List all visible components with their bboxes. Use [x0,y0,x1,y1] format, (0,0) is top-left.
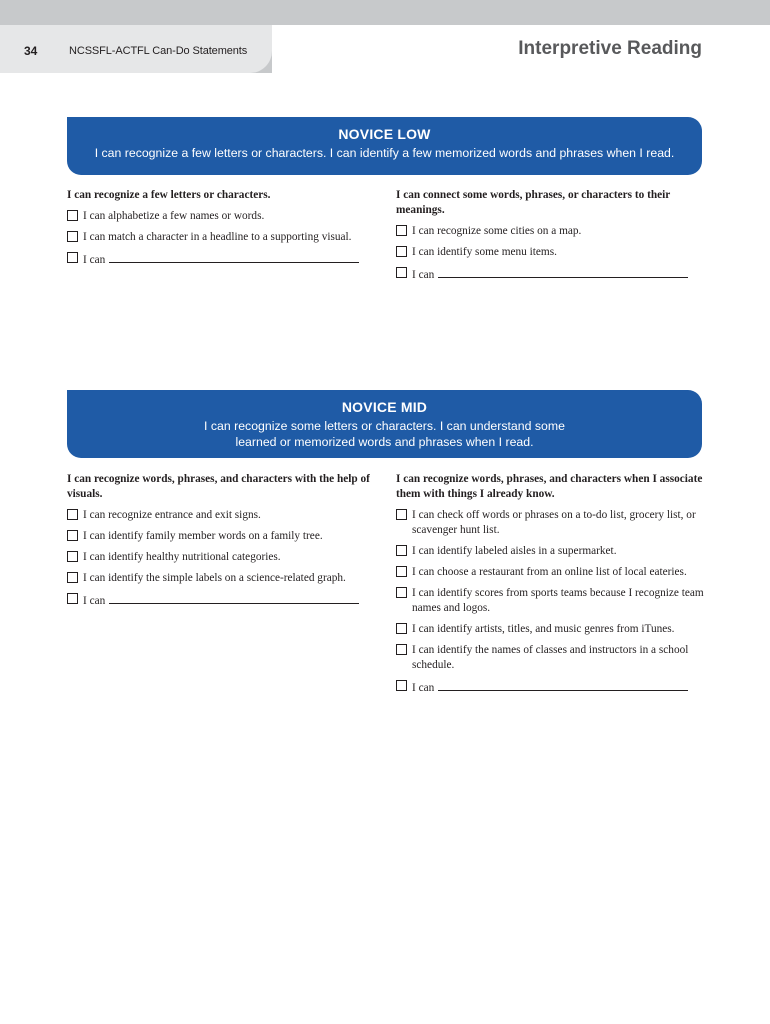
list-item [396,565,706,580]
list-item [67,571,377,586]
statement-text: I can alphabetize a few names or words. [83,210,265,222]
statement-text: I can identify the simple labels on a science-related graph. [83,572,346,584]
statement-text: I can match a character in a headline to a supporting visual. [83,231,352,243]
checkbox[interactable] [67,509,78,520]
list-item [396,643,706,673]
checkbox[interactable] [396,680,407,691]
section-title: Interpretive Reading [518,38,702,59]
checkbox[interactable] [396,644,407,655]
checkbox[interactable] [67,530,78,541]
checkbox[interactable] [396,545,407,556]
statement-heading: I can recognize a few letters or characters. [67,189,271,201]
statement-text: I can recognize entrance and exit signs. [83,509,261,521]
list-item [67,508,377,523]
novice-low-banner [67,117,702,175]
list-item [396,586,706,616]
statement-text: I can identify labeled aisles in a supermarket. [412,545,617,557]
novice-mid-right-column [396,472,706,702]
statement-heading: I can recognize words, phrases, and characters when I associate them with things I already know. [396,473,703,500]
fill-in-blank[interactable] [109,592,359,604]
checkbox[interactable] [67,231,78,242]
statement-text: I can identify the names of classes and instructors in a school schedule. [412,644,689,671]
fill-in-blank[interactable] [438,266,688,278]
statement-text: I can [412,269,435,281]
statement-text: I can check off words or phrases on a to-do list, grocery list, or scavenger hunt list. [412,509,696,536]
checkbox[interactable] [396,587,407,598]
fill-in-blank[interactable] [109,251,359,263]
statement-text: I can recognize some cities on a map. [412,225,582,237]
novice-mid-left-column [67,472,377,615]
list-item [396,679,706,696]
list-item [67,592,377,609]
novice-mid-summary-line-2: learned or memorized words and phrases when I read. [235,435,534,449]
page-number: 34 [24,44,38,58]
list-item [396,622,706,637]
checkbox[interactable] [67,551,78,562]
list-item [67,209,377,224]
list-item [67,230,377,245]
checkbox[interactable] [396,267,407,278]
novice-mid-summary-line-1: I can recognize some letters or characters. I can understand some [204,419,565,433]
statement-text: I can identify artists, titles, and music genres from iTunes. [412,623,675,635]
checkbox[interactable] [396,246,407,257]
checkbox[interactable] [67,210,78,221]
checkbox[interactable] [67,572,78,583]
novice-mid-summary [87,418,682,450]
statement-text: I can identify some menu items. [412,246,557,258]
document-title: NCSSFL-ACTFL Can-Do Statements [69,45,248,57]
novice-low-right-column [396,188,706,289]
checkbox[interactable] [396,623,407,634]
checkbox[interactable] [396,509,407,520]
list-item [67,529,377,544]
list-item [67,550,377,565]
statement-text: I can identify healthy nutritional categories. [83,551,281,563]
list-item [396,266,706,283]
novice-low-title: NOVICE LOW [338,126,431,142]
novice-mid-title: NOVICE MID [341,399,428,415]
statement-text: I can identify scores from sports teams because I recognize team names and logos. [412,587,704,614]
statement-text: I can identify family member words on a family tree. [83,530,323,542]
statement-text: I can choose a restaurant from an online list of local eateries. [412,566,687,578]
statement-text: I can [412,682,435,694]
statement-text: I can [83,254,106,266]
checkbox[interactable] [396,225,407,236]
list-item [396,508,706,538]
list-item [67,251,377,268]
checkbox[interactable] [67,593,78,604]
list-item [396,224,706,239]
checkbox[interactable] [67,252,78,263]
statement-text: I can [83,595,106,607]
fill-in-blank[interactable] [438,679,688,691]
statement-heading: I can recognize words, phrases, and characters with the help of visuals. [67,473,370,500]
list-item [396,544,706,559]
novice-low-left-column [67,188,377,274]
list-item [396,245,706,260]
novice-low-summary: I can recognize a few letters or characters. I can identify a few memorized words and phrases when I read. [94,146,675,160]
checkbox[interactable] [396,566,407,577]
novice-mid-banner [67,390,702,458]
statement-heading: I can connect some words, phrases, or characters to their meanings. [396,189,671,216]
